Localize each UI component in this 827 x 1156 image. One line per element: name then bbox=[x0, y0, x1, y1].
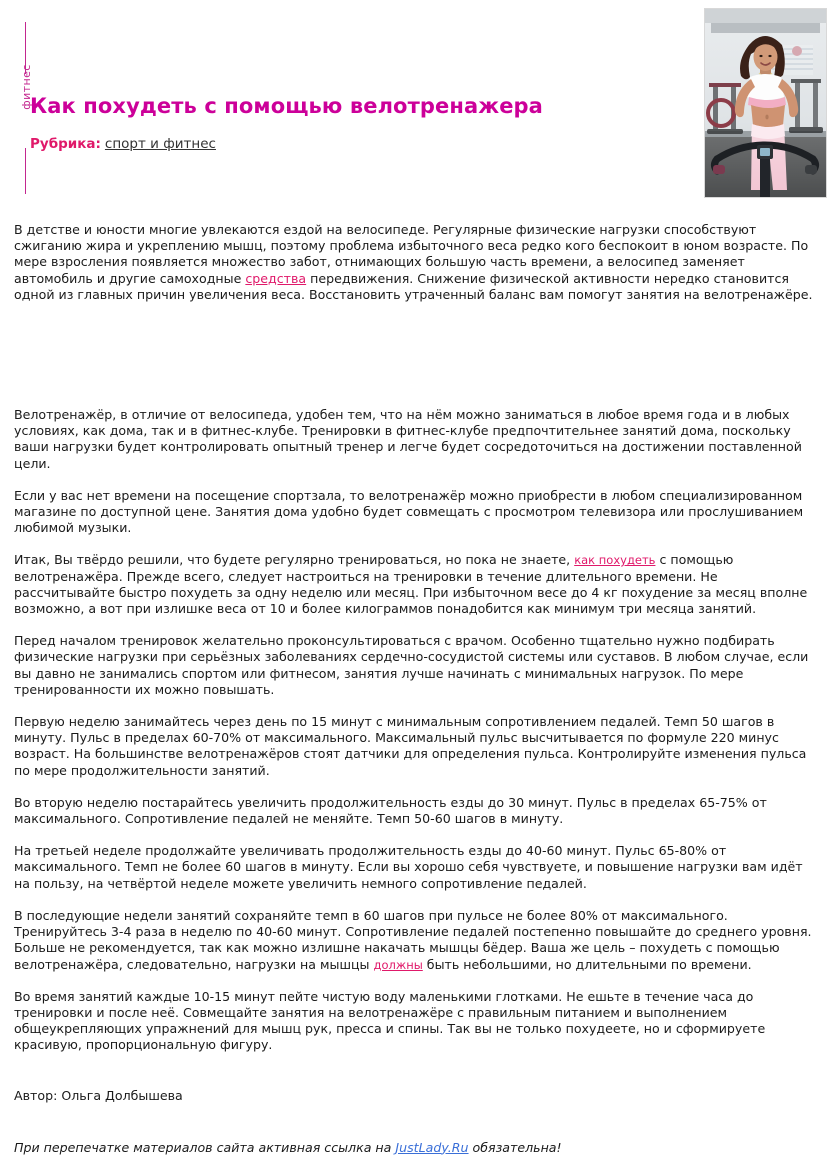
paragraph-9-text-b: быть небольшими, но длительными по времени. bbox=[422, 956, 752, 972]
paragraph-2: Велотренажёр, в отличие от велосипеда, удобен тем, что на нём можно заниматься в любое время года и в любых условиях, как дома, так и в фитнес-клубе. Тренировки в фитнес-клубе предпочтительнее занятий дома, поскольку ваши нагрузки будет контролировать опытный тренер и легче будет сосредоточиться на достижении поставленной цели. bbox=[14, 407, 802, 471]
paragraph-4-text-a: Итак, Вы твёрдо решили, что будете регулярно тренироваться, но пока не знаете, bbox=[14, 552, 575, 568]
hero-image bbox=[704, 8, 827, 198]
rubric-label: Рубрика: bbox=[30, 136, 101, 152]
content-gap bbox=[14, 319, 814, 407]
paragraph-3: Если у вас нет времени на посещение спортзала, то велотренажёр можно приобрести в любом специализированном магазине по доступной цене. Занятия дома удобно будет совмещать с просмотром телевизора или прослушиванием любимой музыки. bbox=[14, 487, 804, 536]
category-rail-label: фитнес bbox=[20, 64, 33, 110]
article-header bbox=[0, 0, 827, 205]
paragraph-1-text-a: В детстве и юности многие увлекаются ездой на велосипеде. Регулярные физические нагрузки способствуют сжиганию жира и укреплению мышц, поэтому проблема избыточного веса редко кого беспокоит в юном возрасте. По мере взросления появляется множество забот, отнимающих большую часть времени, а велосипед заменяет автомобиль и другие самоходные bbox=[14, 222, 809, 286]
copyright-text-b: обязательна! bbox=[468, 1139, 562, 1155]
paragraph-5: Перед началом тренировок желательно проконсультироваться с врачом. Особенно тщательно нужно подбирать физические нагрузки при серьёзных заболеваниях сердечно-сосудистой системы или суставов. В любом случае, если вы давно не занимались спортом или фитнесом, занятия лучше начинать с минимальных нагрузок. По мере тренированности их можно повышать. bbox=[14, 633, 809, 697]
link-sredstva[interactable]: средства bbox=[245, 270, 307, 286]
paragraph-1-text-b: передвижения. Снижение физической активности нередко становится одной из главных причин увеличения веса. Восстановить утраченный баланс вам помогут занятия на велотренажёре. bbox=[14, 270, 813, 302]
paragraph-9 bbox=[14, 908, 814, 973]
site-link-justlady[interactable]: JustLady.Ru bbox=[395, 1139, 469, 1155]
paragraph-9-text-a: В последующие недели занятий сохраняйте темп в 60 шагов при пульсе не более 80% от максимального. Тренируйтесь 3-4 раза в неделю по 40-60 минут. Сопротивление педалей постепенно повышайте до среднего уровня. Больше не рекомендуется, так как можно излишне накачать мышцы бёдер. Ваша же цель – похудеть с помощью велотренажёра, следовательно, нагрузки на мышцы bbox=[14, 907, 812, 972]
page-title: Как похудеть с помощью велотренажера bbox=[30, 94, 543, 118]
rubric-link[interactable]: спорт и фитнес bbox=[104, 136, 216, 152]
paragraph-1 bbox=[14, 222, 814, 303]
copyright-text-a: При перепечатке материалов сайта активная ссылка на bbox=[14, 1139, 396, 1155]
title-block bbox=[30, 93, 670, 153]
link-dolzhny[interactable]: должны bbox=[373, 957, 423, 972]
article-author: Автор: Ольга Долбышева bbox=[14, 1087, 183, 1103]
paragraph-7: Во вторую неделю постарайтесь увеличить продолжительность езды до 30 минут. Пульс в пределах 65-75% от максимального. Сопротивление педалей не меняйте. Темп 50-60 шагов в минуту. bbox=[14, 794, 767, 827]
rail-line-bottom bbox=[25, 148, 26, 194]
copyright-notice bbox=[14, 1140, 814, 1156]
article-body bbox=[14, 222, 814, 1156]
paragraph-4-text-b: с помощью велотренажёра. Прежде всего, следует настроиться на тренировки в течение длительного времени. Не рассчитывайте быстро похудеть за одну неделю или месяц. При избыточном весе до 4 кг похудение за месяц вполне возможно, а вот при излишке веса от 10 и более килограммов понадобится как минимум три месяца занятий. bbox=[14, 552, 808, 617]
paragraph-10: Во время занятий каждые 10-15 минут пейте чистую воду маленькими глотками. Не ешьте в течение часа до тренировки и после неё. Совмещайте занятия на велотренажёре с правильным питанием и выполнением общеукрепляющих упражнений для мышц рук, пресса и спины. Так вы не только похудеете, но и сформируете красивую, пропорциональную фигуру. bbox=[14, 988, 766, 1053]
paragraph-6: Первую неделю занимайтесь через день по 15 минут с минимальным сопротивлением педалей. Темп 50 шагов в минуту. Пульс в пределах 60-70% от максимального. Максимальный пульс высчитывается по формуле 220 минус возраст. На большинстве велотренажёров стоят датчики для определения пульса. Контролируйте изменения пульса по мере продолжительности занятий. bbox=[14, 714, 807, 778]
link-kak-pohudet[interactable]: как похудеть bbox=[574, 553, 656, 568]
paragraph-4 bbox=[14, 552, 814, 617]
paragraph-8: На третьей неделе продолжайте увеличивать продолжительность езды до 40-60 минут. Пульс 65-80% от максимального. Темп не более 60 шагов в минуту. Если вы хорошо себя чувствуете, и повышение нагрузки вам идёт на пользу, на четвёртой неделе можете увеличить немного сопротивление педалей. bbox=[14, 843, 803, 891]
rubric-row bbox=[30, 135, 670, 153]
